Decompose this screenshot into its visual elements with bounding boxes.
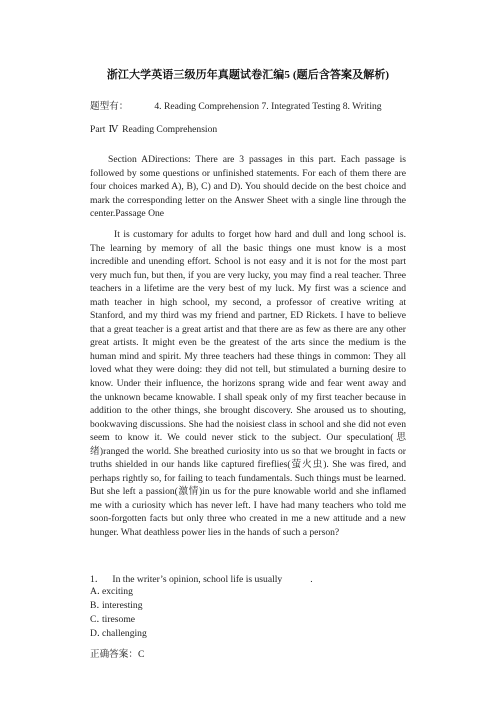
question-stem bbox=[90, 571, 313, 585]
option-letter: D． bbox=[90, 628, 107, 639]
answer-value: C bbox=[137, 649, 145, 660]
option-d[interactable] bbox=[90, 627, 147, 641]
answer-label: 正确答案： bbox=[90, 649, 138, 660]
option-a[interactable] bbox=[90, 585, 147, 599]
reading-passage: It is customary for adults to forget how hard and dull and long school is. The learning by memory of all the basic things one must know is a most incredible and unending effort. School is not easy and it is not for the most part very much fun, but then, if you are very lucky, you may find a real teacher. Three teachers in a lifetime are the very best of my luck. My first was a science and math teacher in high school, my second, a professor of creative writing at Stanford, and my third was my friend and partner, ED Rickets. I have to believe that a great teacher is a great artist and that there are as few as there are any other great artists. It might even be the greatest of the arts since the medium is the human mind and spirit. My three teachers had these things in common: They all loved what they were doing: they did not tell, but stimulated a burning desire to know. Under their influence, the horizons sprang wide and fear went away and the unknown became knowable. I shall speak only of my first teacher because in addition to the other things, she brought discovery. She aroused us to shouting, bookwaving discussions. She had the noisiest class in school and she did not even seem to know it. We could never stick to the subject. Our speculation(思绪)ranged the world. She breathed curiosity into us so that we brought in facts or truths shielded in our hands like captured fireflies(萤火虫). She was fired, and perhaps rightly so, for failing to teach fundamentals. Such things must be learned. But she left a passion(激情)in us for the pure knowable world and she inflamed me with a curiosity which has never left. I have had many teachers who told me soon-forgotten facts but only three who created in me a new attitude and a new hunger. What deathless power lies in the hands of such a person? bbox=[90, 229, 406, 539]
answer-options bbox=[90, 585, 147, 641]
document-title: 浙江大学英语三级历年真题试卷汇编5 (题后含答案及解析) bbox=[106, 69, 390, 81]
part-roman-numeral: Ⅳ bbox=[108, 124, 119, 135]
question-types-text: 4. Reading Comprehension 7. Integrated Testing 8. Writing bbox=[154, 101, 382, 112]
part-title: Reading Comprehension bbox=[122, 124, 218, 135]
option-text: interesting bbox=[102, 600, 143, 611]
question-end: . bbox=[310, 574, 313, 585]
question-types-line bbox=[90, 98, 382, 112]
option-b[interactable] bbox=[90, 599, 147, 613]
part-heading bbox=[90, 124, 217, 135]
question-text: In the writer’s opinion, school life is usually bbox=[112, 574, 283, 585]
option-letter: C． bbox=[90, 614, 106, 625]
option-text: exciting bbox=[102, 586, 133, 597]
correct-answer bbox=[90, 646, 144, 660]
option-text: challenging bbox=[102, 628, 147, 639]
option-c[interactable] bbox=[90, 613, 147, 627]
section-directions: Section ADirections: There are 3 passages in this part. Each passage is followed by some questions or unfinished statements. For each of them there are four choices marked A), B), C) and D). You should decide on the best choice and mark the corresponding letter on the Answer Sheet with a single line through the center.Passage One bbox=[90, 154, 406, 220]
part-prefix: Part bbox=[90, 124, 106, 135]
option-text: tiresome bbox=[102, 614, 136, 625]
question-types-label: 题型有： bbox=[90, 101, 129, 112]
option-letter: B． bbox=[90, 600, 106, 611]
question-number: 1． bbox=[90, 574, 105, 585]
option-letter: A． bbox=[90, 586, 107, 597]
